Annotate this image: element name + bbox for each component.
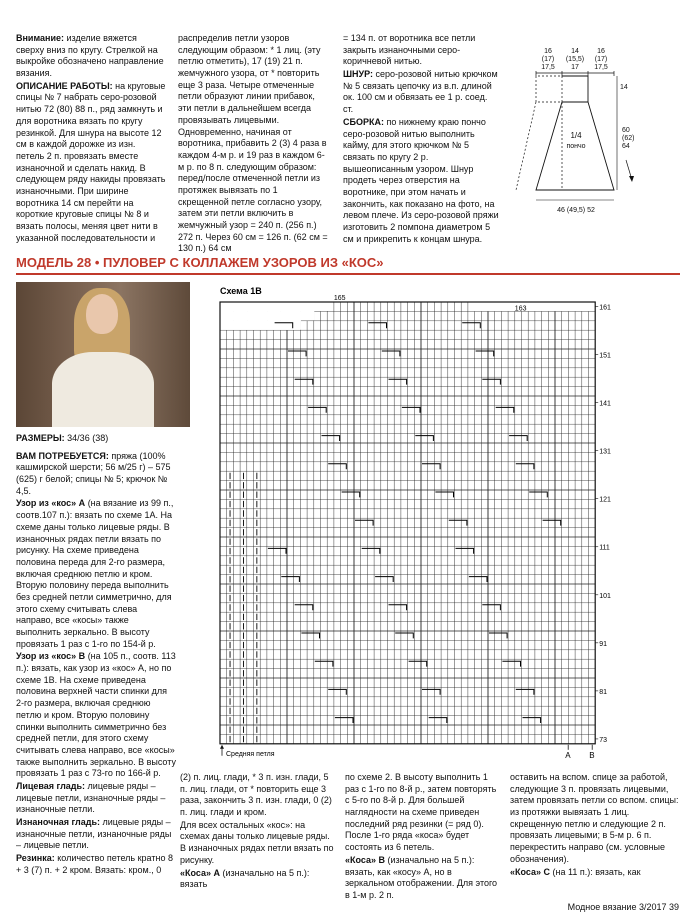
chart-row-label: 101: [599, 592, 611, 600]
top-col-3-heading: СБОРКА:: [343, 116, 384, 127]
left-col-heading: Изнаночная гладь:: [16, 817, 101, 827]
poncho-bottom-label: 46 (49,5) 52: [557, 207, 595, 214]
left-col-text: лицевые ряды – изнаночные петли, изнаночные ряды – лицевые петли.: [16, 817, 172, 851]
section-title: МОДЕЛЬ 28 • ПУЛОВЕР С КОЛЛАЖЕМ УЗОРОВ ИЗ «КОС»: [16, 255, 384, 270]
left-col-text: (на 105 п., соотв. 113 п.): вязать, как узор из «кос» А, но по схеме 1В. На схеме приведена половина верхней части спинки для 2-го размера, включая среднюю петлю и кром. Вторую половину спинки выполнить симметрично без средней петли, для этого схему считывать слева направо, все «косы» также выполнить зеркально. В высоту провязать 1 раз с 73-го по 166-й р.: [16, 651, 176, 779]
top-col-2-body: [178, 33, 330, 255]
top-col-2: [178, 33, 330, 256]
left-col-paragraph: [16, 433, 176, 445]
bottom-col-2-text: по схеме 2. В высоту выполнить 1 раз с 1-го по 8-й р., затем повторять с 5-го по 8-й р. Для большей наглядности на схеме приведен последний ряд резинки (= ряд 0). После 1-го ряда «коса» будет состоять из 6 петель.: [345, 772, 497, 853]
poncho-top-right-1: 16: [597, 48, 605, 55]
chart-bottom-label: Средняя петля: [226, 750, 275, 758]
bottom-col-3-body: [510, 772, 680, 878]
top-col-2-paragraph: [178, 33, 330, 255]
chart-top-label-163: 163: [514, 305, 527, 313]
bottom-col-3-text: оставить на вспом. спице за работой, следующие 3 п. провязать лицевыми, затем провязать петли со вспом. спицы: из протяжки вывязать 1 лиц. скрещенную петлю и следующие 2 п. провязать лицевыми; в 5-м р. 6 п. перекрестить направо (см. условные обозначения).: [510, 772, 679, 864]
left-col-text: количество петель кратно 8 + 3 (7) п. + 2 кром. Вязать: кром., 0: [16, 853, 173, 875]
top-col-1-paragraph: [16, 33, 166, 80]
bottom-col-1-heading: «Коса» A: [180, 867, 221, 878]
left-col-body: [16, 433, 176, 876]
bottom-col-2-paragraph: [345, 855, 500, 902]
page-footer: Модное вязание 3/2017 39: [567, 902, 679, 912]
top-col-2-text: распределив петли узоров следующим образом: * 1 лиц. (эту петлю отметить), 17 (19) 21 п. жемчужного узора, от * повторить еще 3 раза. Четыре отмеченные петли образуют линии прибавок, эти петли в дальнейшем всегда провязывать лицевыми. Одновременно, начиная от воротника, прибавить 2 (3) 4 раза в каждом 4-м р. и 19 раз в каждом 6-м р. по 8 п. следующим образом: перед/после отмеченной петли из протяжек вывязать по 1 скрещенной петле согласно узору, затем эти петли включить в жемчужный узор = 240 п. (256 п.) 272 п. Через 60 см = 126 п. (62 см = 130 п.) 64 см: [178, 33, 328, 254]
left-col-paragraph: [16, 651, 176, 780]
left-col-heading: Резинка:: [16, 853, 55, 864]
left-col-heading: Узор из «кос» B: [16, 651, 86, 662]
bottom-col-1-text: (изначально на 5 п.): вязать: [180, 867, 310, 890]
poncho-top-mid-3: 17: [571, 64, 579, 71]
left-col-heading: РАЗМЕРЫ:: [16, 433, 65, 443]
top-col-3-heading: ШНУР:: [343, 69, 374, 80]
chart-row-label: 161: [599, 304, 611, 312]
bottom-col-1-text: (2) п. лиц. глади, * 3 п. изн. глади, 5 п. лиц. глади, от * повторить еще 3 раза, закончить 3 п. изн. глади, 0 (2) п. лиц. глади и кром.: [180, 772, 332, 818]
poncho-top-right-3: 17,5: [594, 64, 608, 71]
top-col-3-paragraph: [343, 117, 499, 246]
poncho-side-60-3: 64: [622, 143, 630, 150]
bottom-col-1-paragraph: [180, 868, 335, 891]
left-col-text: (на вязание из 99 п., соотв.107 п.): вязать по схеме 1А. На схеме даны только лицевые ряды. В изнаночных рядах петли вязать по рисунку. На схеме приведена половина переда для 2-го размера, включая среднюю петлю и кром. Вторую половину переда выполнить без средней петли симметрично, для этого схему считывать слева направо, все «косы» также выполнить зеркально. В высоту провязать 1 раз с 1-го по 154-й р.: [16, 498, 174, 649]
left-col-heading: ВАМ ПОТРЕБУЕТСЯ:: [16, 450, 109, 461]
poncho-center-label: 1/4: [570, 131, 582, 140]
bottom-col-3-text: (на 11 п.): вязать, как: [550, 866, 641, 877]
bottom-col-1-text: Для всех остальных «кос»: на схемах даны только лицевые ряды. В изнаночных рядах петли вязать по рисунку.: [180, 819, 334, 865]
bottom-col-3: [510, 772, 680, 879]
bottom-col-1-paragraph: [180, 772, 335, 819]
top-col-1-heading: Внимание:: [16, 33, 64, 43]
chart-top-label-165: 165: [333, 295, 346, 302]
left-col-heading: Узор из «кос» A: [16, 498, 86, 509]
chart-marker-a: A: [565, 750, 571, 760]
chart-row-label: 73: [599, 736, 607, 744]
bottom-col-1-body: [180, 772, 335, 891]
left-col-text: пряжа (100% кашмирской шерсти; 56 м/25 г) – 575 (625) г белой; спицы № 5; крючок № 4,5.: [16, 450, 171, 496]
knitting-chart: [210, 280, 630, 764]
left-col-paragraph: [16, 853, 176, 876]
bottom-col-1: [180, 772, 335, 892]
poncho-side-60-2: (62): [622, 135, 635, 142]
chart-row-label: 121: [599, 496, 611, 504]
chart-row-label: 81: [599, 688, 607, 696]
top-col-3-body: [343, 33, 499, 245]
top-col-3-paragraph: [343, 33, 499, 68]
top-col-3-text: по нижнему краю пончо серо-розовой нитью выполнить кайму, для этого крючком № 5 связать по кругу 2 р. вышеописанным узором. Шнур продеть через отверстия на воротнике, при этом начать и закончить, как показано на фото, на левом плече. Из серо-розовой пряжи изготовить 2 помпона диаметром 5 см и прикрепить к концам шнура.: [343, 116, 499, 244]
chart-row-label: 131: [599, 448, 611, 456]
poncho-side-14: 14: [620, 84, 628, 91]
top-col-3: [343, 33, 499, 246]
poncho-side-60-1: 60: [622, 127, 630, 134]
left-col: [16, 433, 176, 877]
left-col-text: 34/36 (38): [64, 433, 109, 443]
poncho-top-mid-2: (15,5): [565, 56, 585, 63]
top-col-1: [16, 33, 166, 245]
top-col-3-text: = 134 п. от воротника все петли закрыть изнаночными серо-коричневой нитью.: [343, 33, 476, 67]
model-photo: [16, 282, 190, 427]
poncho-schematic: [508, 40, 680, 220]
left-col-paragraph: [16, 781, 176, 816]
chart-title: Схема 1В: [220, 286, 262, 296]
poncho-top-left-1: 16: [544, 48, 552, 55]
top-col-1-text: изделие вяжется сверху вниз по кругу. Стрелкой на выкройке обозначено направление вязания.: [16, 33, 164, 79]
poncho-top-left-3: 17,5: [541, 64, 555, 71]
poncho-svg: [508, 40, 680, 220]
chart-row-label: 91: [599, 640, 607, 648]
left-col-paragraph: [16, 451, 176, 498]
left-col-text: лицевые ряды – лицевые петли, изнаночные ряды – изнаночные петли.: [16, 780, 166, 815]
left-col-heading: Лицевая гладь:: [16, 780, 86, 791]
bottom-col-2: [345, 772, 500, 903]
top-col-1-heading: ОПИСАНИЕ РАБОТЫ:: [16, 80, 113, 91]
left-col-paragraph: [16, 498, 176, 650]
bottom-col-3-paragraph: [510, 867, 680, 879]
chart-svg: [210, 280, 630, 760]
bottom-col-3-paragraph: [510, 772, 680, 866]
bottom-col-2-body: [345, 772, 500, 902]
top-col-3-text: серо-розовой нитью крючком № 5 связать цепочку из в.п. длиной ок. 100 см и обвязать ее 1 р. соед. ст.: [343, 69, 498, 115]
chart-row-label: 151: [599, 352, 611, 360]
section-header: [16, 253, 680, 275]
bottom-col-2-text: (изначально на 5 п.): вязать, как «косу» А, но в зеркальном отображении. Для этого в 1-м р. 2 п.: [345, 854, 498, 900]
top-col-1-text: на круговые спицы № 7 набрать серо-розовой нитью 72 (80) 88 п., ряд замкнуть и для воротника вязать по кругу резинкой. Для шнура на высоте 12 см в каждой дорожке из изн. петель 2 п. провязать вместе изнаночной и сделать накид. В следующем ряду накиды провязать изнаночными. При ширине воротника 14 см перейти на короткие круговые спицы № 8 и вязать полосы, меняя цвет нити в указанной последовательности и: [16, 80, 166, 243]
poncho-top-right-2: (17): [594, 56, 608, 63]
poncho-top-left-2: (17): [541, 56, 555, 63]
top-col-1-body: [16, 33, 166, 244]
bottom-col-2-heading: «Коса» B: [345, 854, 386, 865]
bottom-col-2-paragraph: [345, 772, 500, 854]
bottom-col-1-paragraph: [180, 820, 335, 867]
chart-row-label: 141: [599, 400, 611, 408]
left-col-paragraph: [16, 817, 176, 852]
poncho-center-label-2: пончо: [566, 143, 586, 150]
bottom-col-3-heading: «Коса» C: [510, 866, 551, 877]
chart-marker-b: B: [589, 750, 595, 760]
top-col-1-paragraph: [16, 81, 166, 245]
top-col-3-paragraph: [343, 69, 499, 116]
chart-row-label: 111: [599, 544, 610, 552]
poncho-top-mid-1: 14: [571, 48, 579, 55]
